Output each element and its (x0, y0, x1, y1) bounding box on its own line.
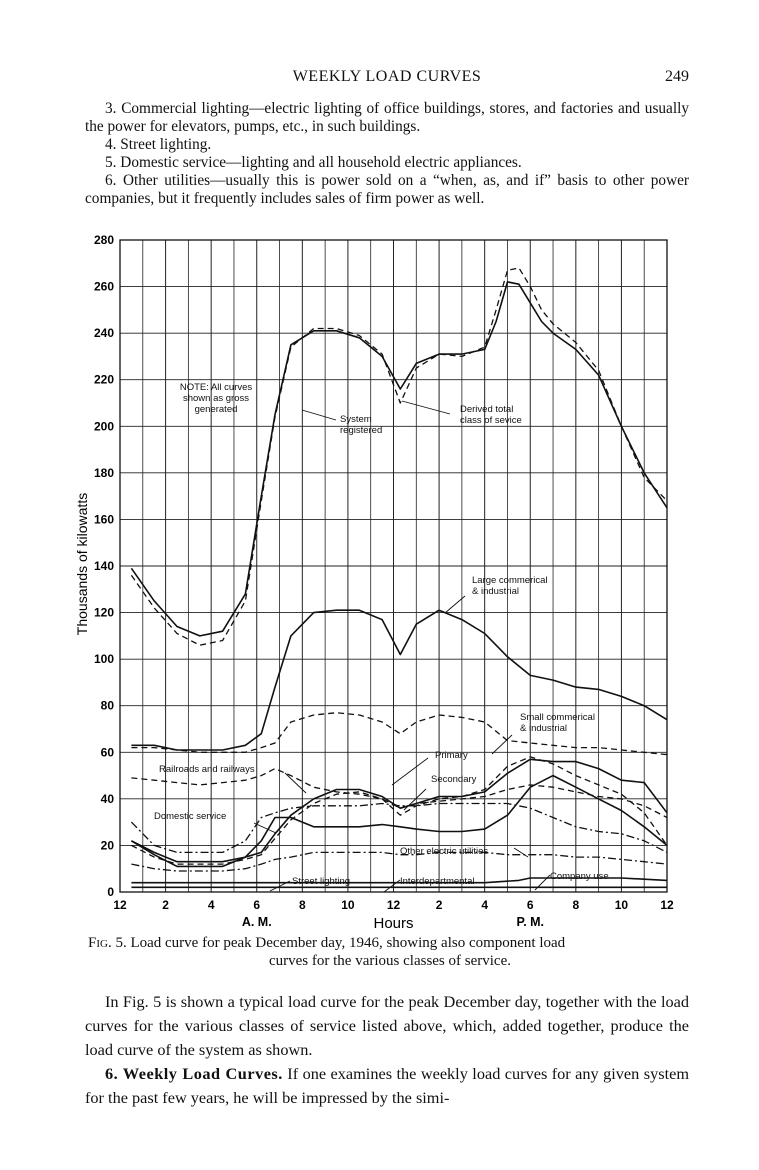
series-line-system-registered (131, 282, 667, 636)
x-tick-label: 6 (253, 898, 261, 912)
x-tick-label: 2 (435, 898, 443, 912)
x-tick-label: 4 (481, 898, 489, 912)
annotation-line: generated (194, 404, 238, 415)
y-tick-label: 160 (93, 512, 114, 527)
annotation-line: Derived total (460, 404, 514, 415)
chart-grid (120, 240, 667, 892)
x-tick-label: 12 (660, 898, 674, 912)
annotation-line: NOTE: All curves (179, 382, 253, 393)
section-heading: 6. Weekly Load Curves. (105, 1064, 283, 1083)
x-tick-label: 2 (162, 898, 169, 912)
y-tick-label: 140 (93, 559, 114, 573)
x-axis-label: Hours (373, 915, 414, 928)
service-class-list (85, 100, 689, 208)
y-tick-label: 100 (93, 652, 114, 667)
list-item: 5. Domestic service—lighting and all household electric appliances. (105, 154, 522, 171)
annotation-leader (302, 410, 336, 420)
annotation-line: Large commerical (472, 575, 548, 586)
annotation-leader (285, 773, 306, 793)
annotation-line: class of sevice (460, 415, 522, 426)
caption-line-2: curves for the various classes of service. (269, 953, 511, 969)
x-tick-label: 12 (113, 898, 127, 912)
y-tick-label: 260 (93, 279, 114, 294)
paragraph: In Fig. 5 is shown a typical load curve for the peak December day, together with the load curves for the various classes of service listed above, which, added together, produce the load curve of the system as shown. (85, 992, 689, 1059)
annotation-leader (402, 401, 450, 414)
annotation-group (154, 382, 609, 892)
annotation-line: Railroads and railways (159, 764, 255, 775)
x-tick-label: 6 (526, 898, 534, 912)
x-tick-label: 10 (614, 898, 629, 912)
paragraph-text: If one examines the weekly load curves for any given system for the past few years, he will be impressed by the simi- (85, 1064, 689, 1107)
annotation-leader (384, 880, 400, 892)
annotation-label (400, 876, 474, 887)
annotation-line: Other electric utilities (400, 846, 489, 857)
annotation-label (431, 774, 477, 785)
annotation-line: & industrial (520, 723, 567, 734)
y-tick-label: 240 (93, 326, 114, 341)
annotation-line: Street lighting (292, 876, 351, 887)
running-head (85, 68, 689, 92)
annotation-line: Interdepartmental (400, 876, 475, 887)
series-group (131, 268, 667, 887)
annotation-label (180, 382, 253, 415)
page-number: 249 (665, 68, 689, 85)
annotation-line: Domestic service (154, 811, 227, 822)
annotation-leader (514, 848, 528, 857)
caption-label: Fig. 5. (88, 935, 127, 951)
annotation-label (400, 846, 488, 857)
paragraph (85, 1062, 689, 1110)
series-line-derived-total-class-of-sevice (131, 268, 667, 645)
y-tick-label: 180 (93, 465, 114, 480)
y-tick-label: 220 (93, 372, 114, 387)
annotation-line: Secondary (431, 774, 477, 785)
list-item: 6. Other utilities—usually this is power sold on a “when, as, and if” basis to other power companies, but it frequently includes sales of firm power as well. (85, 172, 689, 207)
annotation-label (154, 811, 226, 822)
y-tick-label: 280 (93, 233, 114, 247)
y-tick-label: 20 (100, 838, 114, 853)
x-tick-label: 4 (207, 898, 215, 912)
x-tick-label: 8 (572, 898, 580, 912)
x-tick-label: 10 (341, 898, 355, 912)
y-tick-label: 120 (93, 605, 114, 620)
annotation-leader (492, 735, 512, 754)
annotation-label (435, 750, 468, 761)
annotation-label (292, 876, 350, 887)
list-item: 4. Street lighting. (105, 136, 212, 153)
annotation-label (460, 404, 522, 426)
annotation-line: shown as gross (182, 393, 250, 404)
x-tick-label: 12 (386, 898, 401, 912)
caption-line-1: Load curve for peak December day, 1946, showing also component load (130, 935, 566, 951)
series-line-large-commerical-industrial (131, 610, 667, 750)
y-tick-label: 80 (100, 698, 114, 713)
y-axis-label: Thousands of kilowatts (74, 492, 90, 636)
list-item: 3. Commercial lighting—electric lighting of office buildings, stores, and factories and usually the power for elevators, pumps, etc., in such buildings. (85, 100, 689, 135)
annotation-line: registered (340, 425, 383, 436)
annotation-label (520, 712, 595, 734)
y-tick-label: 200 (93, 419, 114, 434)
annotation-line: Company use (550, 871, 609, 882)
x-period-label-pm: P. M. (516, 915, 545, 928)
annotation-leader (392, 758, 428, 785)
body-text (85, 990, 689, 1110)
figure-caption (88, 934, 692, 970)
annotation-label (340, 414, 382, 436)
x-period-label-am: A. M. (241, 915, 272, 928)
annotation-label (472, 575, 548, 597)
annotation-line: Small commerical (520, 712, 595, 723)
y-tick-label: 60 (100, 745, 114, 760)
annotation-label (159, 764, 255, 775)
annotation-line: System (340, 414, 372, 425)
y-tick-label: 0 (107, 885, 114, 899)
annotation-leader (254, 823, 276, 833)
load-curve-chart (40, 228, 680, 928)
running-title: WEEKLY LOAD CURVES (292, 68, 482, 85)
annotation-line: & industrial (472, 586, 519, 597)
x-tick-label: 8 (298, 898, 306, 912)
annotation-line: Primary (435, 750, 468, 761)
annotation-label (550, 871, 609, 882)
y-tick-label: 40 (100, 791, 114, 806)
